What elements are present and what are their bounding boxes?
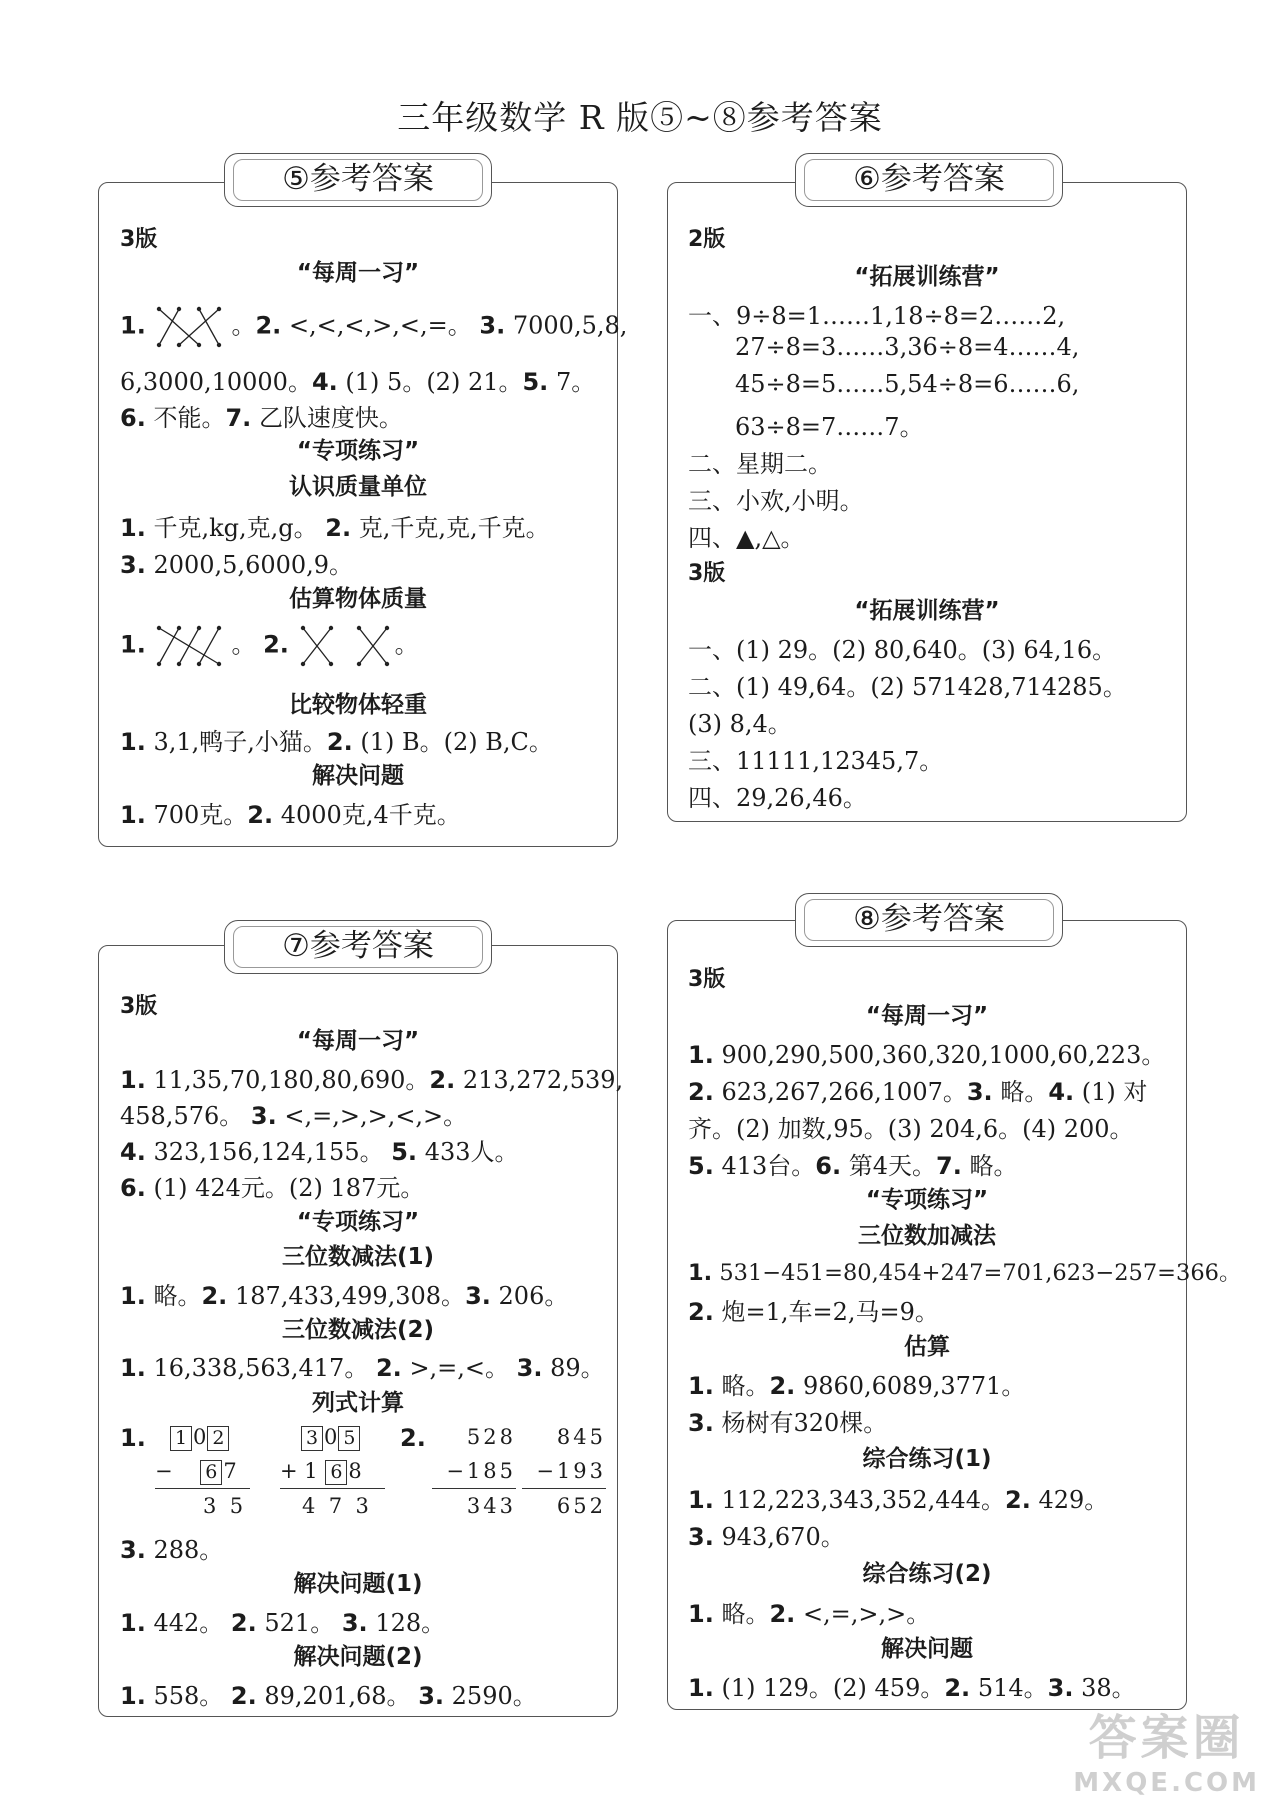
answer-line: 45÷8=5……5,54÷8=6……6, xyxy=(735,370,1080,398)
panel-6-tab: ⑥参考答案 xyxy=(795,153,1063,207)
answer-line: 1. 3,1,鸭子,小猫。2. (1) B。(2) B,C。 xyxy=(120,728,553,756)
answer-line: 三、小欢,小明。 xyxy=(688,487,864,515)
topic-heading: 估算物体质量 xyxy=(289,586,427,612)
vertical-calculation-4: 845 −193 652 xyxy=(522,1420,606,1523)
topic-heading: 列式计算 xyxy=(312,1390,404,1416)
edition-label: 3版 xyxy=(688,967,726,992)
topic-heading: 三位数加减法 xyxy=(858,1223,996,1249)
answer-line: 一、(1) 29。(2) 80,640。(3) 64,16。 xyxy=(688,636,1117,664)
answer-line: 4. 323,156,124,155。 5. 433人。 xyxy=(120,1138,519,1166)
panel-7-tab: ⑦参考答案 xyxy=(224,920,492,974)
answer-line: 1. 。 2. 。 xyxy=(120,624,419,668)
answer-line: 3. 2000,5,6000,9。 xyxy=(120,551,354,579)
answer-line: 6. (1) 424元。(2) 187元。 xyxy=(120,1174,425,1202)
topic-heading: 三位数减法(1) xyxy=(281,1244,435,1270)
answer-line: 一、9÷8=1……1,18÷8=2……2, xyxy=(688,302,1066,330)
answer-line: 2. 炮=1,车=2,马=9。 xyxy=(688,1298,939,1326)
edition-label: 2版 xyxy=(688,227,726,252)
topic-heading: 认识质量单位 xyxy=(289,474,427,500)
site-watermark: 答案圈 MXQE.COM xyxy=(1073,1710,1260,1798)
topic-heading: 综合练习(1) xyxy=(862,1446,992,1472)
section-heading: “专项练习” xyxy=(865,1187,989,1213)
answer-line: 1. 。2. <,<,<,>,<,=。 3. 7000,5,8, xyxy=(120,305,627,349)
section-heading: “每周一习” xyxy=(865,1003,989,1029)
answer-line: 3. 288。 xyxy=(120,1536,224,1564)
page-title: 三年级数学 R 版⑤~⑧参考答案 xyxy=(397,98,883,137)
answer-line: 1. (1) 129。(2) 459。2. 514。3. 38。 xyxy=(688,1674,1136,1702)
question-number: 2. xyxy=(400,1424,426,1452)
topic-heading: 解决问题(2) xyxy=(293,1644,423,1670)
answer-line: 2. 623,267,266,1007。3. 略。4. (1) 对 xyxy=(688,1078,1148,1106)
section-heading: “拓展训练营” xyxy=(854,598,1000,624)
answer-line: 1. 900,290,500,360,320,1000,60,223。 xyxy=(688,1041,1166,1069)
answer-line: 1. 700克。2. 4000克,4千克。 xyxy=(120,801,461,829)
panel-5-tab: ⑤参考答案 xyxy=(224,153,492,207)
matching-lines-figure xyxy=(297,624,395,668)
answer-line: 6,3000,10000。4. (1) 5。(2) 21。5. 7。 xyxy=(120,368,596,396)
answer-line: 齐。(2) 加数,95。(3) 204,6。(4) 200。 xyxy=(688,1115,1134,1143)
answer-line: 1. 531−451=80,454+247=701,623−257=366。 xyxy=(688,1260,1242,1286)
matching-lines-figure xyxy=(153,624,231,668)
section-heading: “每周一习” xyxy=(296,1028,420,1054)
section-heading: “每周一习” xyxy=(296,260,420,286)
answer-line: 1. 558。 2. 89,201,68。 3. 2590。 xyxy=(120,1682,537,1710)
answer-line: 二、星期二。 xyxy=(688,450,832,478)
topic-heading: 解决问题 xyxy=(881,1636,973,1662)
topic-heading: 综合练习(2) xyxy=(862,1561,992,1587)
topic-heading: 估算 xyxy=(904,1334,950,1360)
section-heading: “专项练习” xyxy=(296,1209,420,1235)
topic-heading: 三位数减法(2) xyxy=(281,1317,435,1343)
answer-line: 四、▲,△。 xyxy=(688,524,805,552)
answer-line: 5. 413台。6. 第4天。7. 略。 xyxy=(688,1152,1018,1180)
answer-line: 458,576。 3. <,=,>,>,<,>。 xyxy=(120,1102,468,1130)
answer-line: 三、11111,12345,7。 xyxy=(688,747,944,775)
answer-line: (3) 8,4。 xyxy=(688,710,792,738)
vertical-calculation-2: 3 0 5 + 1 6 8 4 7 3 xyxy=(280,1420,385,1523)
answer-line: 二、(1) 49,64。(2) 571428,714285。 xyxy=(688,673,1127,701)
vertical-calculation-3: 528 −185 343 xyxy=(432,1420,516,1523)
vertical-calculation-1: 1 0 2 − 6 7 3 5 xyxy=(155,1420,250,1523)
answer-line: 1. 略。2. 187,433,499,308。3. 206。 xyxy=(120,1282,569,1310)
answer-line: 1. 16,338,563,417。 2. >,=,<。 3. 89。 xyxy=(120,1354,605,1382)
answer-line: 1. 略。2. <,=,>,>。 xyxy=(688,1600,931,1628)
topic-heading: 比较物体轻重 xyxy=(289,692,427,718)
answer-line: 1. 略。2. 9860,6089,3771。 xyxy=(688,1372,1026,1400)
answer-line: 3. 杨树有320棵。 xyxy=(688,1409,888,1437)
answer-line: 6. 不能。7. 乙队速度快。 xyxy=(120,404,403,432)
topic-heading: 解决问题 xyxy=(312,763,404,789)
panel-8-tab: ⑧参考答案 xyxy=(795,893,1063,947)
section-heading: “拓展训练营” xyxy=(854,264,1000,290)
answer-line: 1. 112,223,343,352,444。2. 429。 xyxy=(688,1486,1109,1514)
edition-label: 3版 xyxy=(688,561,726,586)
answer-line: 63÷8=7……7。 xyxy=(735,413,924,441)
edition-label: 3版 xyxy=(120,994,158,1019)
section-heading: “专项练习” xyxy=(296,438,420,464)
answer-line: 四、29,26,46。 xyxy=(688,784,867,812)
answer-line: 1. 千克,kg,克,g。 2. 克,千克,克,千克。 xyxy=(120,514,550,542)
answer-line: 1. 442。 2. 521。 3. 128。 xyxy=(120,1609,446,1637)
answer-line: 27÷8=3……3,36÷8=4……4, xyxy=(735,333,1080,361)
answer-line: 1. 11,35,70,180,80,690。2. 213,272,539, xyxy=(120,1066,624,1094)
question-number: 1. xyxy=(120,1424,146,1452)
topic-heading: 解决问题(1) xyxy=(293,1571,423,1597)
answer-line: 3. 943,670。 xyxy=(688,1523,845,1551)
edition-label: 3版 xyxy=(120,227,158,252)
matching-lines-figure xyxy=(153,305,231,349)
